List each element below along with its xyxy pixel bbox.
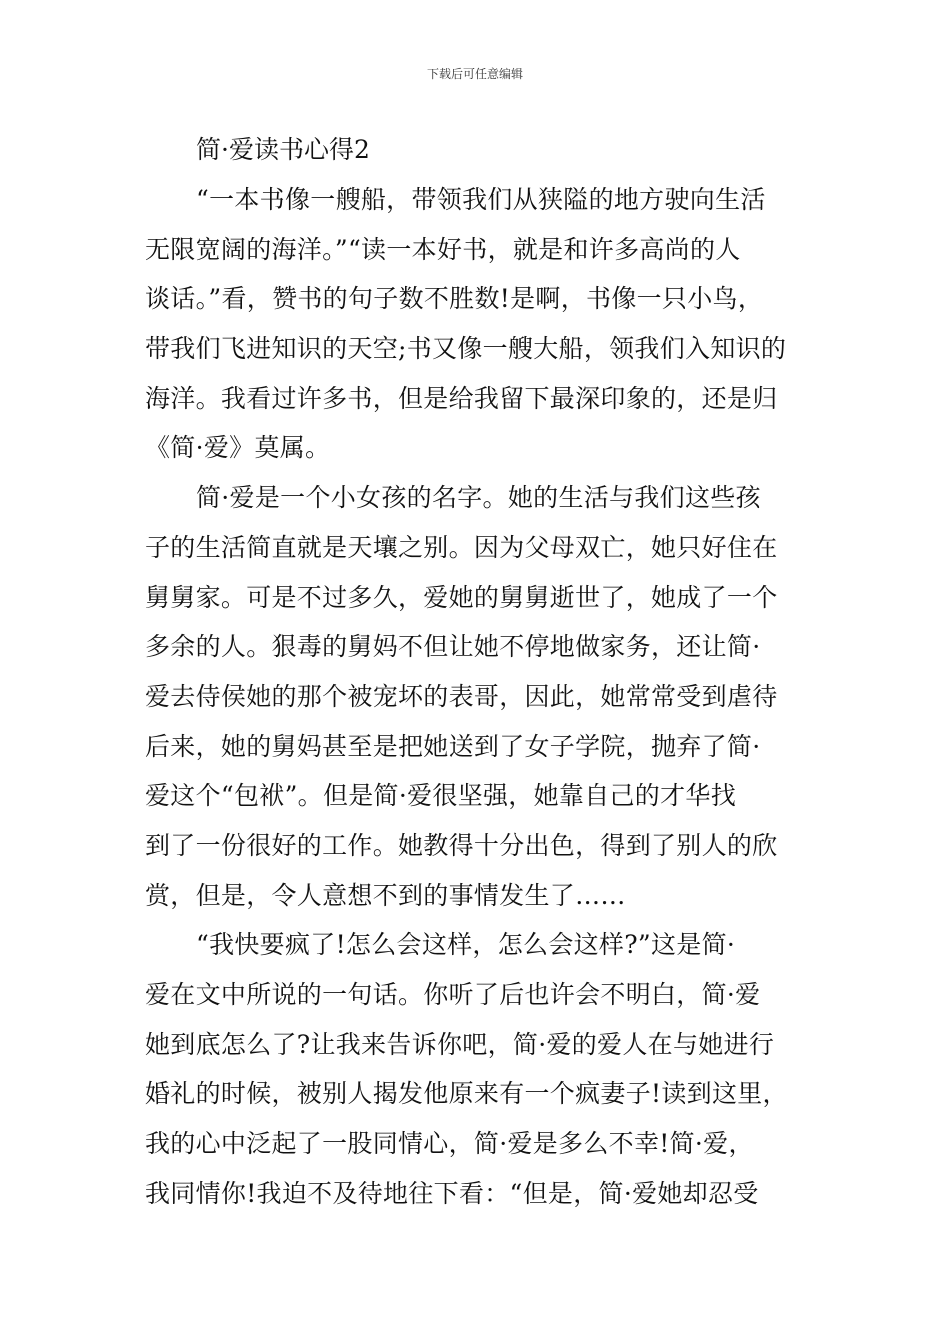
text-line: 爱这个“包袱”。但是简·爱很坚强，她靠自己的才华找 [145,781,737,811]
text-line: 简·爱是一个小女孩的名字。她的生活与我们这些孩 [196,483,761,513]
text-line: 她到底怎么了?让我来告诉你吧，简·爱的爱人在与她进行 [145,1029,775,1059]
text-line: “我快要疯了!怎么会这样，怎么会这样?”这是简· [196,930,736,960]
text-line: 舅舅家。可是不过多久，爱她的舅舅逝世了，她成了一个 [145,582,778,612]
text-line: 婚礼的时候，被别人揭发他原来有一个疯妻子!读到这里， [145,1079,788,1109]
text-line: 带我们飞进知识的天空;书又像一艘大船，领我们入知识的 [145,334,787,364]
text-line: 到了一份很好的工作。她教得十分出色，得到了别人的欣 [145,830,778,860]
text-line: 爱在文中所说的一句话。你听了后也许会不明白，简·爱 [145,980,761,1009]
document-title: 简·爱读书心得2 [196,135,370,164]
text-line: 后来，她的舅妈甚至是把她送到了女子学院，抛弃了简· [145,731,761,761]
text-line: 多余的人。狠毒的舅妈不但让她不停地做家务，还让简· [145,632,761,662]
header-note: 下载后可任意编辑 [426,67,523,81]
text-line: 海洋。我看过许多书，但是给我留下最深印象的，还是归 [145,383,778,413]
text-line: 子的生活简直就是天壤之别。因为父母双亡，她只好住在 [145,532,778,562]
text-line: 我同情你!我迫不及待地往下看：“但是，简·爱她却忍受 [145,1178,759,1208]
text-line: 我的心中泛起了一股同情心，简·爱是多么不幸!简·爱， [145,1129,754,1159]
text-line: 谈话。”看，赞书的句子数不胜数!是啊，书像一只小鸟， [145,284,764,314]
text-line: 赏，但是，令人意想不到的事情发生了…… [145,880,626,910]
document-body [145,180,811,1223]
text-line: 《简·爱》莫属。 [145,433,331,463]
text-line: 爱去侍侯她的那个被宠坏的表哥，因此，她常常受到虐待 [145,681,778,711]
text-line: 无限宽阔的海洋。”“读一本好书，就是和许多高尚的人 [145,234,741,264]
text-line: “一本书像一艘船，带领我们从狭隘的地方驶向生活 [196,185,766,214]
